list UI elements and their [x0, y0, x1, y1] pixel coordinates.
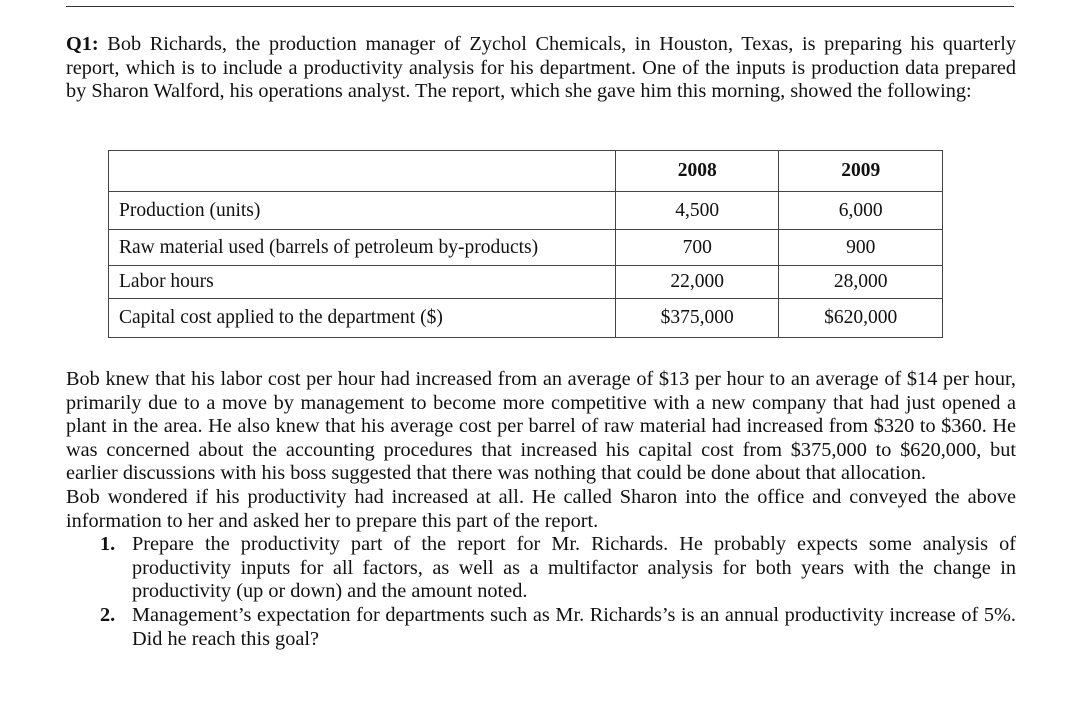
paragraph-request: Bob wondered if his productivity had increased at all. He called Sharon into the office and conveyed the above information to her and asked her to prepare this part of the report.	[66, 485, 1016, 532]
cell-raw-material-2008: 700	[615, 230, 779, 266]
cell-production-2009: 6,000	[779, 192, 943, 230]
top-divider	[66, 6, 1014, 7]
table-header-blank	[109, 151, 616, 192]
row-label-production: Production (units)	[109, 192, 616, 230]
table-row	[109, 266, 943, 299]
cell-capital-cost-2008: $375,000	[615, 299, 779, 338]
table-header-row	[109, 151, 943, 192]
case-body	[66, 368, 1016, 651]
task-list	[66, 533, 1016, 651]
question-text: Bob Richards, the production manager of Zychol Chemicals, in Houston, Texas, is preparing his quarterly report, which is to include a productivity analysis for his department. One of the inputs is production data prepared by Sharon Walford, his operations analyst. The report, which she gave him this morning, showed the following:	[66, 33, 1016, 102]
task-number: 2.	[100, 603, 116, 626]
question-paragraph	[66, 33, 1016, 104]
list-item	[66, 604, 1016, 651]
task-number: 1.	[100, 533, 116, 556]
cell-labor-hours-2009: 28,000	[779, 266, 943, 299]
paragraph-cost-context: Bob knew that his labor cost per hour had increased from an average of $13 per hour to an average of $14 per hour, primarily due to a move by management to become more competitive with a new company that had just opened a plant in the area. He also knew that his average cost per barrel of raw material had increased from $320 to $360. He was concerned about the accounting procedures that increased his capital cost from $375,000 to $620,000, but earlier discussions with his boss suggested that there was nothing that could be done about that allocation.	[66, 368, 1016, 485]
cell-raw-material-2009: 900	[779, 230, 943, 266]
question-label: Q1:	[66, 33, 99, 55]
table-row	[109, 192, 943, 230]
task-text: Prepare the productivity part of the report for Mr. Richards. He probably expects some analysis of productivity inputs for all factors, as well as a multifactor analysis for both years with the change in productivity (up or down) and the amount noted.	[132, 533, 1016, 603]
row-label-raw-material: Raw material used (barrels of petroleum by-products)	[109, 230, 616, 266]
row-label-capital-cost: Capital cost applied to the department ($)	[109, 299, 616, 338]
production-data-table	[108, 150, 943, 338]
cell-production-2008: 4,500	[615, 192, 779, 230]
cell-capital-cost-2009: $620,000	[779, 299, 943, 338]
cell-labor-hours-2008: 22,000	[615, 266, 779, 299]
task-text: Management’s expectation for departments such as Mr. Richards’s is an annual productivity increase of 5%. Did he reach this goal?	[132, 603, 1016, 650]
column-header-2008: 2008	[615, 151, 779, 192]
row-label-labor-hours: Labor hours	[109, 266, 616, 299]
table-row	[109, 299, 943, 338]
list-item	[66, 533, 1016, 604]
column-header-2009: 2009	[779, 151, 943, 192]
table-row	[109, 230, 943, 266]
